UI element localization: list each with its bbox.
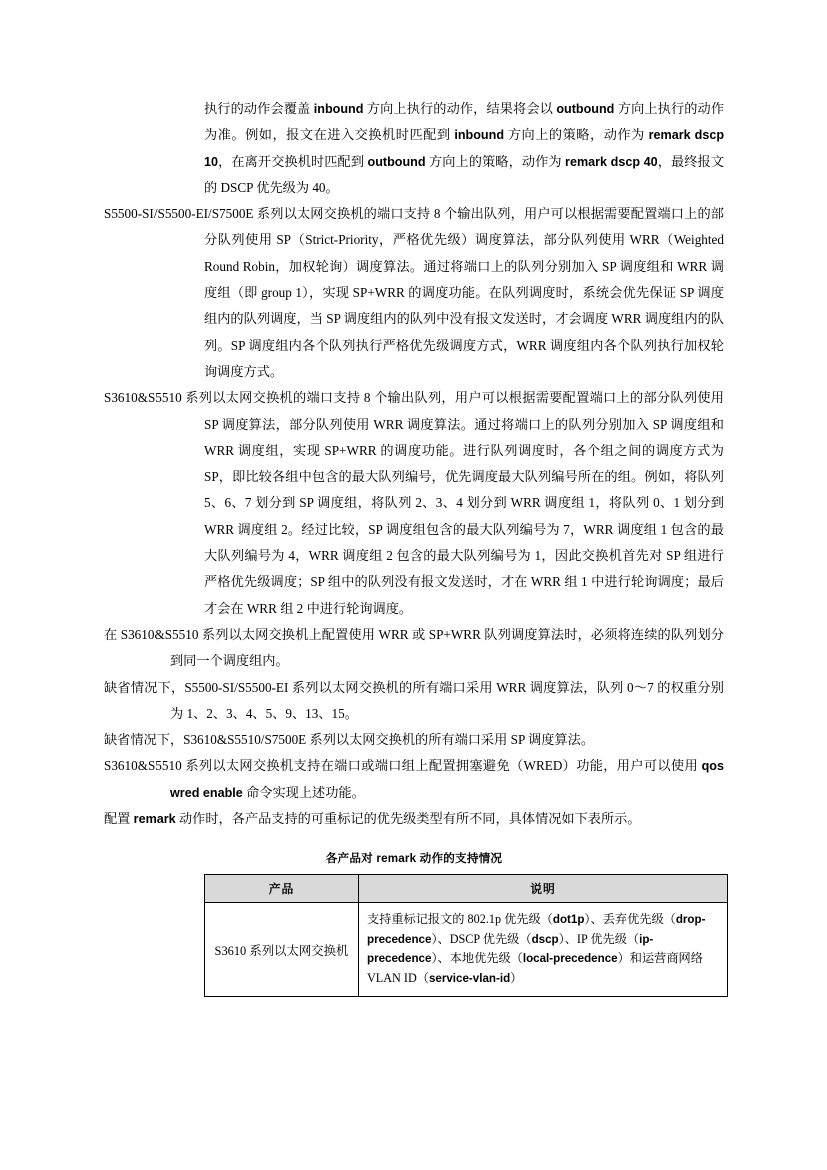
- bold-run: drop-precedence: [367, 913, 706, 946]
- table-cell-product: S3610 系列以太网交换机: [205, 903, 359, 997]
- p-s3610-sp-wrr: [104, 385, 724, 622]
- table-header-description: 说明: [359, 875, 728, 903]
- document-content: [104, 96, 724, 997]
- bold-run: outbound: [556, 102, 615, 116]
- text-run: S5500-SI/S5500-EI/S7500E 系列以太网交换机的端口支持 8 个输出队列，用户可以根据需要配置端口上的部分队列使用 SP（Strict-Priority，严格优先级）调度算法，部分队列使用 WRR（Weighted Round Robin，加权轮询）调度算法。通过将端口上的队列分别加入 SP 调度组和 WRR 调度组（即 group 1），实现 SP+WRR 的调度功能。在队列调度时，系统会优先保证 SP 调度组内的队列调度，当 SP 调度组内的队列中没有报文发送时，才会调度 WRR 调度组内的队列。SP 调度组内各个队列执行严格优先级调度方式，WRR 调度组内各个队列执行加权轮询调度方式。: [104, 206, 724, 379]
- text-run: ）和运营商网络 VLAN ID（: [367, 951, 703, 985]
- bold-run: dot1p: [552, 913, 585, 927]
- table-header-row: [205, 875, 728, 903]
- bold-run: ip-precedence: [367, 932, 654, 966]
- text-run: 命令实现上述功能。: [242, 784, 365, 800]
- table-row: [205, 903, 728, 997]
- table-header: [205, 875, 728, 903]
- bold-run: qos wred enable: [170, 759, 724, 800]
- p-outbound-override: [104, 96, 724, 201]
- paragraph-list: [104, 96, 724, 832]
- bold-run: local-precedence: [522, 952, 618, 966]
- bold-run: inbound: [454, 128, 505, 143]
- text-run: 方向上的策略，动作为: [425, 153, 566, 169]
- table-body: [205, 903, 728, 997]
- p-default-wrr: [104, 675, 724, 728]
- bold-run: remark dscp 40: [565, 154, 658, 169]
- text-run: ，最终报文的 DSCP 优先级为 40。: [204, 153, 725, 195]
- bold-run: inbound: [313, 102, 364, 116]
- text-run: ，在离开交换机时匹配到: [218, 153, 368, 169]
- p-default-sp: [104, 727, 724, 753]
- text-run: S3610&S5510 系列以太网交换机的端口支持 8 个输出队列，用户可以根据需要配置端口上的部分队列使用 SP 调度算法，部分队列使用 WRR 调度算法。通过将端口上的队列分别加入 SP 调度组和 WRR 调度组，实现 SP+WRR 的调度功能。进行队列调度时，各个组之间的调度方式为 SP，即比较各组中包含的最大队列编号，优先调度最大队列编号所在的组。例如，将队列 5、6、7 划分到 SP 调度组，将队列 2、3、4 划分到 WRR 调度组 1，将队列 0、1 划分到 WRR 调度组 2。经过比较，SP 调度组包含的最大队列编号为 7，WRR 调度组 1 包含的最大队列编号为 4，WRR 调度组 2 包含的最大队列编号为 1，因此交换机首先对 SP 组进行严格优先级调度；SP 组中的队列没有报文发送时，才在 WRR 组 1 中进行轮询调度；最后才会在 WRR 组 2 中进行轮询调度。: [104, 390, 724, 616]
- table-caption: 各产品对 remark 动作的支持情况: [325, 852, 503, 866]
- text-run: 方向上的策略，动作为: [504, 127, 649, 143]
- text-run: 动作时，各产品支持的可重标记的优先级类型有所不同，具体情况如下表所示。: [175, 811, 641, 827]
- text-run: ）: [510, 970, 523, 985]
- text-run: 方向上执行的动作，结果将会以: [363, 101, 557, 116]
- bold-run: remark dscp 10: [204, 128, 725, 169]
- p-wred: [104, 753, 724, 806]
- bold-run: remark: [133, 812, 176, 827]
- text-run: ）、本地优先级（: [431, 951, 523, 966]
- bold-run: outbound: [367, 154, 426, 169]
- p-continuous-queue: [104, 622, 724, 675]
- remark-support-table: [204, 874, 728, 997]
- table-header-product: 产品: [205, 875, 359, 903]
- table-cell-description: [359, 903, 728, 997]
- p-remark-config: [104, 806, 724, 832]
- text-run: 在 S3610&S5510 系列以太网交换机上配置使用 WRR 或 SP+WRR 队列调度算法时，必须将连续的队列划分到同一个调度组内。: [104, 626, 724, 669]
- text-run: ）、DSCP 优先级（: [431, 931, 532, 946]
- remark-support-table-block: [104, 850, 724, 997]
- bold-run: service-vlan-id: [428, 971, 511, 985]
- text-run: 缺省情况下，S5500-SI/S5500-EI 系列以太网交换机的所有端口采用 WRR 调度算法，队列 0～7 的权重分别为 1、2、3、4、5、9、13、15。: [104, 679, 724, 721]
- p-s5500-sp-wrr: [104, 201, 724, 385]
- bold-run: dscp: [531, 932, 559, 946]
- text-run: 配置: [104, 811, 134, 827]
- text-run: ）、IP 优先级（: [558, 931, 640, 946]
- text-run: ）、丢弃优先级（: [584, 912, 676, 927]
- text-run: 方向上执行的动作为准。例如，报文在进入交换机时匹配到: [204, 101, 725, 143]
- text-run: 缺省情况下，S3610&S5510/S7500E 系列以太网交换机的所有端口采用 SP 调度算法。: [104, 732, 595, 748]
- text-run: S3610&S5510 系列以太网交换机支持在端口或端口组上配置拥塞避免（WRED）功能，用户可以使用: [104, 758, 702, 774]
- text-run: 执行的动作会覆盖: [204, 101, 314, 116]
- text-run: 支持重标记报文的 802.1p 优先级（: [367, 912, 553, 927]
